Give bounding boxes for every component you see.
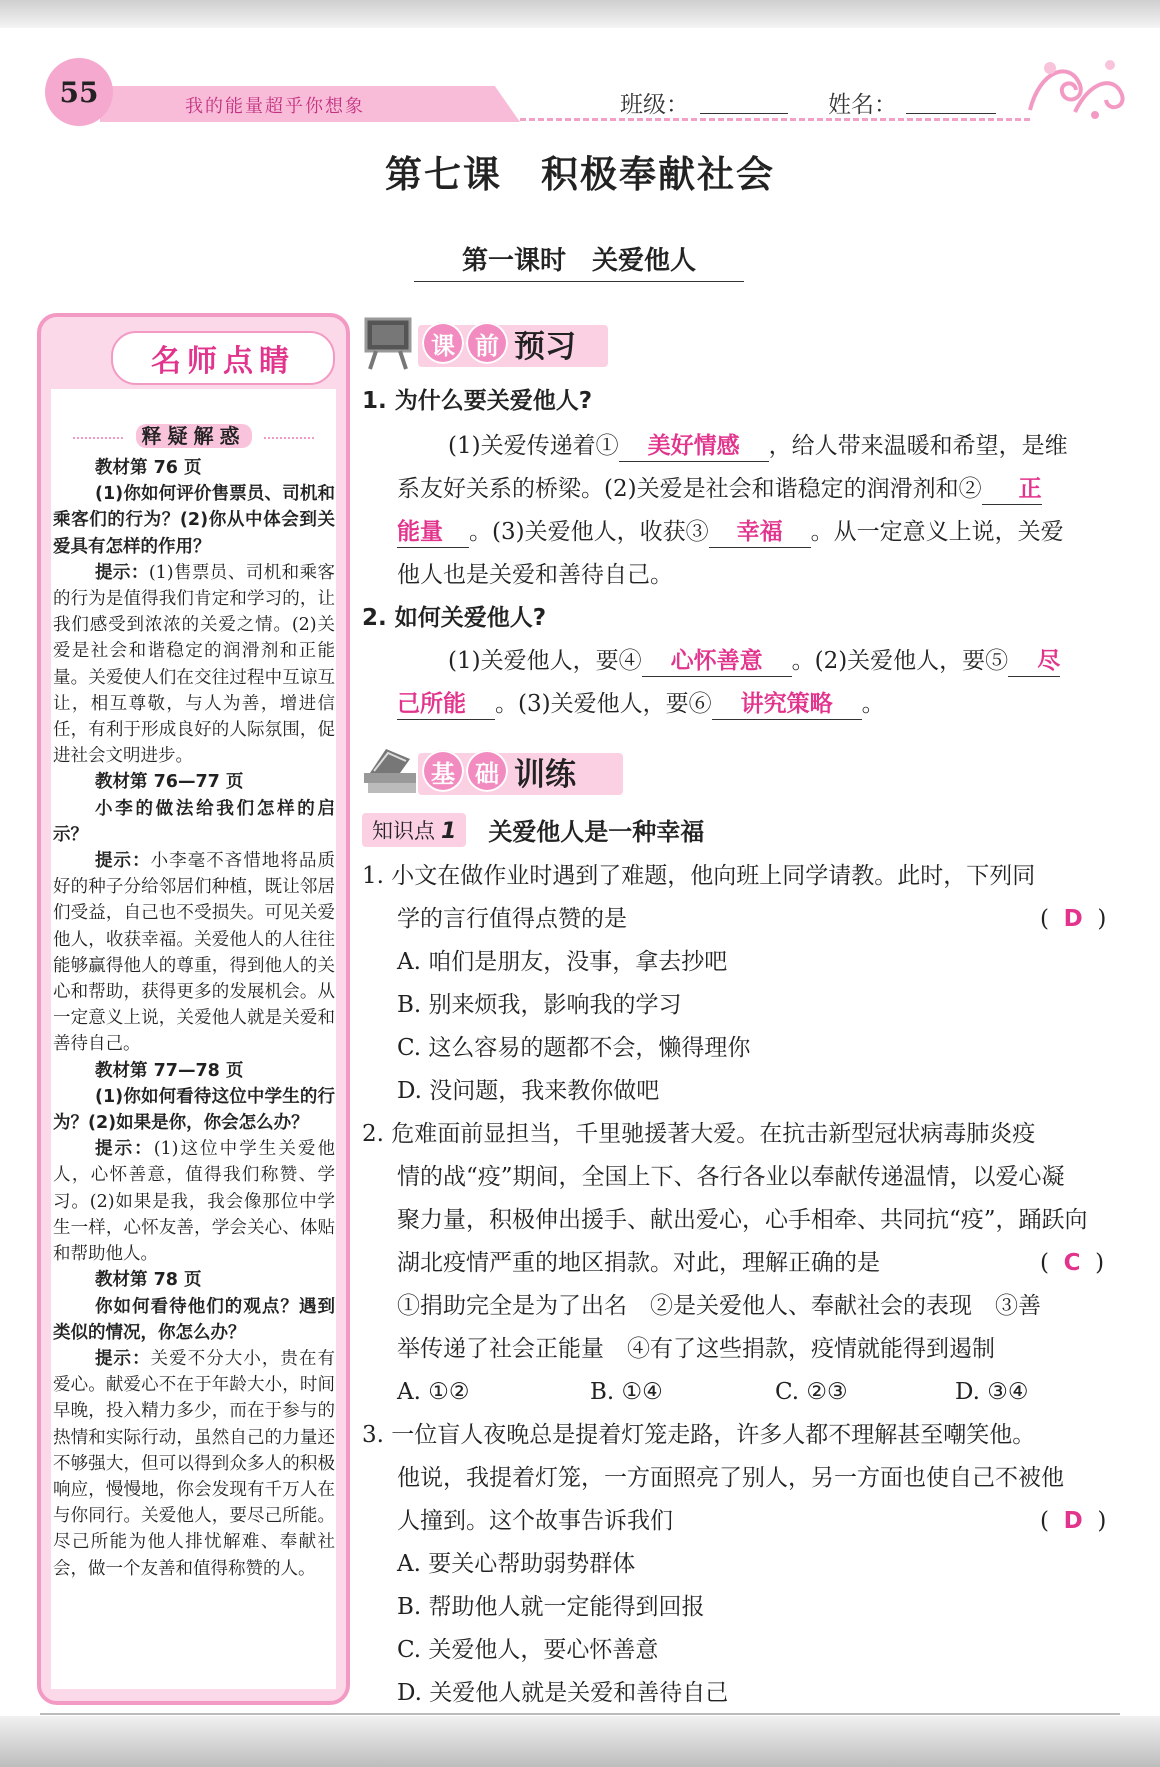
tips-sidebar-title [111,331,335,385]
textbook-ref: 教材第 76—77 页 [95,772,244,793]
answer-blank: 美好情感 [619,431,769,462]
page-number: 55 [45,58,113,126]
kp-label: 知识点 [372,818,435,843]
page-bottom-rule [40,1713,1120,1715]
answer-blank: 己所能 [397,689,495,720]
books-icon [360,743,420,799]
period-title: 第一课时 关爱他人 [414,240,744,282]
text: (1)关爱传递着① [448,433,619,459]
text: 系友好关系的桥梁。(2)关爱是社会和谐稳定的润滑剂和② [397,476,982,502]
text: 。 [861,691,885,717]
option: A. 要关心帮助弱势群体 [397,1551,636,1577]
question-line: 人撞到。这个故事告诉我们 [397,1508,673,1534]
hint-label: 提示： [95,851,151,872]
knowledge-point-badge [362,813,466,847]
hint-text: (1)这位中学生关爱他人，心怀善意，值得我们称赞、学习。(2)如果是我，我会像那位中学生一样，心怀友善，学会关心、体贴和帮助他人。 [53,1139,336,1265]
viewer-bottom-bar [0,1716,1160,1767]
hint-label: 提示： [95,562,149,583]
option: D. 关爱他人就是关爱和善待自己 [397,1680,729,1706]
header-slogan: 我的能量超乎你想象 [185,96,365,117]
preview-banner-title: 预习 [514,328,576,365]
header-dashed-line [520,118,1030,121]
hint-text: 关爱不分大小，贵在有爱心。献爱心不在于年龄大小，时间早晚，投入精力多少，而在于参与的热情和实际行动，虽然自己的力量还不够强大，但可以得到众多人的积极响应，慢慢地，你会发现有千万人在与你同行。关爱他人，要尽己所能。尽己所能为他人排忧解难、奉献社会，做一个友善和值得称赞的人。 [53,1348,335,1579]
text: 。(3)关爱他人，收获③ [469,519,709,545]
option: A. ①② [397,1379,470,1405]
tip-question: 小李的做法给我们怎样的启示？ [53,798,335,845]
question-line: 他说，我提着灯笼，一方面照亮了别人，另一方面也使自己不被他 [397,1465,1064,1491]
tip-answer [53,1346,335,1582]
tip-question: (1)你如何评价售票员、司机和乘客们的行为？(2)你从中体会到关爱具有怎样的作用？ [53,484,335,557]
preview-question-2: 2. 如何关爱他人? [362,605,547,631]
training-banner [360,743,630,799]
question-line: 学的言行值得点赞的是 [397,906,627,932]
hint-text: (1)售票员、司机和乘客的行为是值得我们肯定和学习的，让我们感受到浓浓的关爱之情。(2)关爱是社会和谐稳定的润滑剂和正能量。关爱使人们在交往过程中互谅互让，相互尊敬，与人为善，增进信任，有利于形成良好的人际氛围，促进社会文明进步。 [53,562,336,767]
preview-q2-line [397,689,885,720]
textbook-ref: 教材第 77—78 页 [95,1060,244,1081]
preview-banner [360,315,610,371]
knowledge-point-header [362,812,704,847]
tips-subtitle-text: 释疑解惑 [136,424,252,448]
preview-q2-line [448,646,1060,677]
tips-subtitle [41,420,346,449]
answer-letter: C [1063,1250,1081,1276]
question-line: 湖北疫情严重的地区捐款。对此，理解正确的是 [397,1250,880,1276]
flourish-ornament-icon [1020,50,1130,125]
lesson-title: 第七课 积极奉献社会 [385,152,775,196]
banner-char-circle: 前 [466,322,508,364]
text: 。(3)关爱他人，要⑥ [495,691,712,717]
name-blank [906,113,996,114]
viewer-top-bar [0,0,1160,28]
option: D. ③④ [955,1379,1029,1405]
question-line: 聚力量，积极伸出援手、献出爱心，心手相牵、共同抗“疫”，踊跃向 [397,1207,1088,1233]
option: B. 别来烦我，影响我的学习 [397,992,682,1018]
tips-content [53,455,335,1582]
hint-label: 提示： [95,1139,154,1160]
option: A. 咱们是朋友，没事，拿去抄吧 [397,949,728,975]
statement-line: 举传递了社会正能量 ④有了这些捐款，疫情就能得到遏制 [397,1336,995,1362]
preview-question-1: 1. 为什么要关爱他人? [362,388,593,414]
option: C. ②③ [775,1379,848,1405]
preview-q1-line [448,431,1068,462]
question-line: 情的战“疫”期间，全国上下、各行各业以奉献传递温情，以爱心凝 [397,1164,1065,1190]
answer-bracket: ( D ) [1040,906,1107,932]
answer-letter: D [1063,1508,1083,1534]
answer-blank: 幸福 [709,517,811,548]
preview-q1-line [397,517,1064,548]
answer-bracket: ( C ) [1040,1250,1105,1276]
name-label: 姓名： [828,92,897,118]
dotted-rule [73,437,123,439]
option: B. 帮助他人就一定能得到回报 [397,1594,705,1620]
knowledge-point-title: 关爱他人是一种幸福 [488,818,705,846]
answer-blank: 讲究策略 [712,689,862,720]
question-line: 1. 小文在做作业时遇到了难题，他向班上同学请教。此时，下列同 [362,863,1036,889]
option: C. 这么容易的题都不会，懒得理你 [397,1035,751,1061]
answer-blank: 尽 [1008,646,1060,677]
kp-number: 1 [441,818,457,844]
preview-q1-line: 他人也是关爱和善待自己。 [397,562,673,588]
option: C. 关爱他人，要心怀善意 [397,1637,659,1663]
class-blank [700,113,788,114]
question-line: 2. 危难面前显担当，千里驰援著大爱。在抗击新型冠状病毒肺炎疫 [362,1121,1036,1147]
dotted-rule [264,437,314,439]
class-label: 班级： [620,92,689,118]
option: B. ①④ [590,1379,663,1405]
text: ，给人带来温暖和希望，是维 [768,433,1068,459]
textbook-ref: 教材第 78 页 [95,1270,202,1291]
banner-char-circle: 基 [422,750,464,792]
tips-title-text: 名师点睛 [151,344,295,379]
hint-text: 小李毫不吝惜地将品质好的种子分给邻居们种植，既让邻居们受益，自己也不受损失。可见关爱他人，收获幸福。关爱他人的人往往能够赢得他人的尊重，得到他人的关心和帮助，获得更多的发展机会。从一定意义上说，关爱他人就是关爱和善待自己。 [53,851,335,1055]
question-line: 3. 一位盲人夜晚总是提着灯笼走路，许多人都不理解甚至嘲笑他。 [362,1422,1036,1448]
tip-answer [53,848,335,1058]
banner-char-circle: 础 [466,750,508,792]
tip-question: 你如何看待他们的观点？遇到类似的情况，你怎么办？ [53,1296,335,1343]
tip-answer [53,560,335,770]
statement-line: ①捐助完全是为了出名 ②是关爱他人、奉献社会的表现 ③善 [397,1293,1041,1319]
tip-answer [53,1136,335,1267]
training-banner-title: 训练 [514,756,576,793]
answer-letter: D [1063,906,1083,932]
answer-blank: 能量 [397,517,469,548]
banner-char-circle: 课 [422,322,464,364]
tip-question: (1)你如何看待这位中学生的行为？(2)如果是你，你会怎么办？ [53,1086,335,1134]
option: D. 没问题，我来教你做吧 [397,1078,660,1104]
preview-q1-line [397,474,1042,505]
hint-label: 提示： [95,1348,151,1369]
text: 。(2)关爱他人，要⑤ [791,648,1009,674]
tips-sidebar [37,313,350,1705]
textbook-ref: 教材第 76 页 [95,458,202,478]
text: 。从一定意义上说，关爱 [810,519,1064,545]
text: (1)关爱他人，要④ [448,648,642,674]
answer-blank: 正 [982,474,1042,505]
blackboard-icon [360,315,420,371]
answer-bracket: ( D ) [1040,1508,1107,1534]
answer-blank: 心怀善意 [642,646,792,677]
